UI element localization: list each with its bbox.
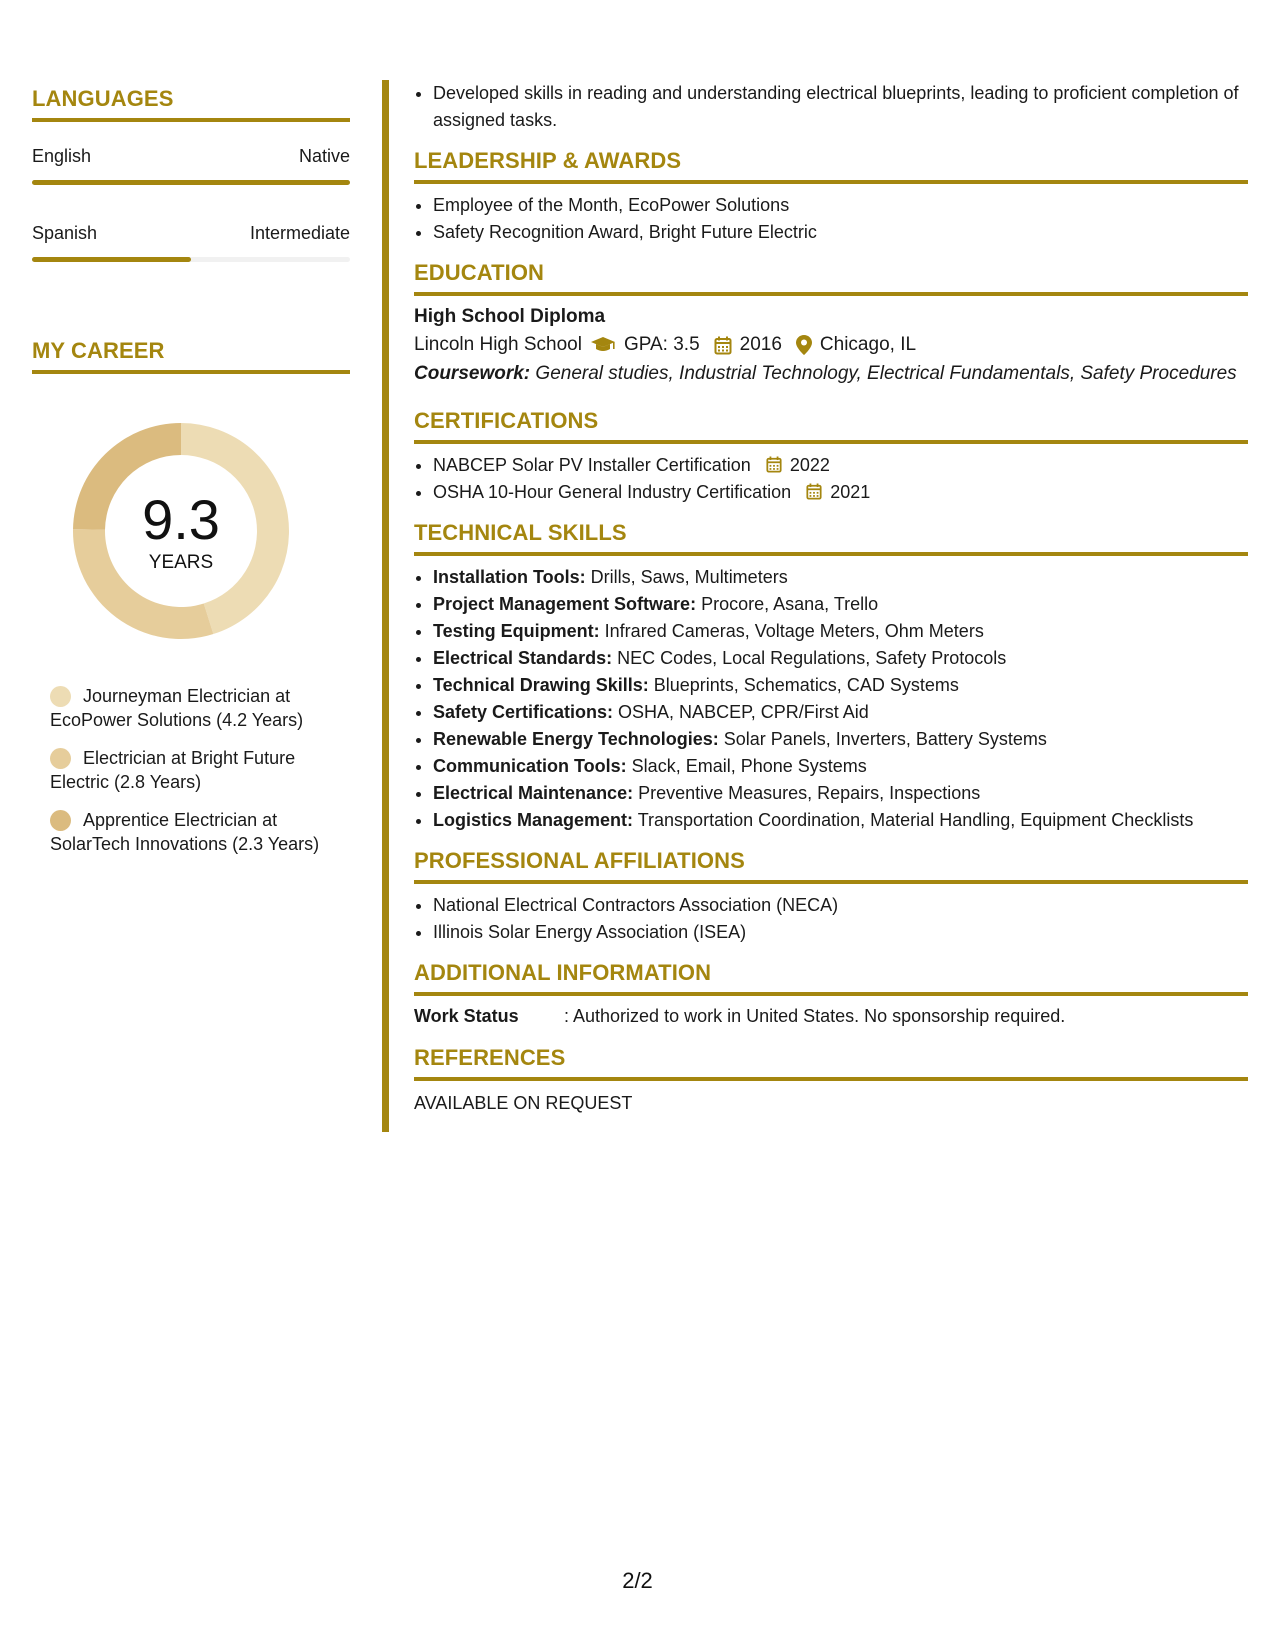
skill-value: Blueprints, Schematics, CAD Systems	[648, 675, 959, 695]
calendar-icon	[806, 483, 822, 500]
language-bar	[32, 180, 350, 185]
work-status-value: : Authorized to work in United States. No sponsorship required.	[564, 1006, 1066, 1026]
experience-tail-list	[414, 80, 1248, 134]
career-legend-item	[50, 746, 320, 794]
skill-value: Infrared Cameras, Voltage Meters, Ohm Meters	[599, 621, 984, 641]
language-bar	[32, 257, 350, 262]
legend-dot-icon	[50, 748, 71, 769]
affiliation-item: • National Electrical Contractors Association (NECA)	[433, 892, 1248, 919]
right-column	[414, 80, 1248, 1114]
work-status-row	[414, 1006, 1248, 1027]
legend-dot-icon	[50, 686, 71, 707]
school-location: Chicago, IL	[819, 334, 917, 355]
school-name: Lincoln High School	[414, 334, 582, 355]
references-text: AVAILABLE ON REQUEST	[414, 1093, 633, 1113]
skill-label: Electrical Maintenance:	[433, 783, 634, 803]
skill-label: Electrical Standards:	[433, 648, 613, 668]
award-item: • Safety Recognition Award, Bright Future Electric	[433, 219, 1248, 246]
skill-value: NEC Codes, Local Regulations, Safety Protocols	[612, 648, 1007, 668]
graduation-year: 2016	[739, 334, 782, 355]
degree-title: High School Diploma	[414, 306, 606, 327]
skill-label: Renewable Energy Technologies:	[433, 729, 719, 749]
certification-year: 2022	[789, 455, 830, 475]
calendar-icon	[766, 456, 782, 473]
references-section	[414, 1045, 1248, 1114]
left-column	[32, 86, 350, 870]
coursework	[414, 362, 1248, 386]
experience-bullet: • Developed skills in reading and understanding electrical blueprints, leading to proficient completion of assigned tasks.	[433, 80, 1248, 134]
language-level: Native	[298, 146, 350, 166]
skill-label: Safety Certifications:	[433, 702, 614, 722]
certification-name: NABCEP Solar PV Installer Certification	[433, 455, 751, 475]
career-legend	[50, 684, 350, 856]
language-entry	[32, 146, 350, 185]
skill-label: Installation Tools:	[433, 567, 586, 587]
career-legend-text: Journeyman Electrician at EcoPower Solutions (4.2 Years)	[50, 686, 304, 730]
skill-value: Drills, Saws, Multimeters	[585, 567, 788, 587]
coursework-text: General studies, Industrial Technology, Electrical Fundamentals, Safety Procedures	[530, 363, 1237, 384]
gpa: GPA: 3.5	[623, 334, 700, 355]
certification-name: OSHA 10-Hour General Industry Certification	[433, 482, 792, 502]
skill-item	[433, 753, 1248, 780]
skill-item	[433, 564, 1248, 591]
certifications-section	[414, 408, 1248, 506]
skill-item	[433, 807, 1248, 834]
career-donut-chart	[66, 416, 296, 646]
location-pin-icon	[796, 335, 812, 355]
skill-value: Transportation Coordination, Material Handling, Equipment Checklists	[633, 810, 1194, 830]
language-bar-fill	[32, 180, 350, 185]
career-total-unit: YEARS	[148, 552, 214, 573]
skills-section	[414, 520, 1248, 834]
certification-item	[433, 452, 1248, 479]
affiliations-heading: PROFESSIONAL AFFILIATIONS	[414, 848, 1248, 884]
skill-label: Communication Tools:	[433, 756, 627, 776]
skill-item	[433, 726, 1248, 753]
language-name: Spanish	[32, 223, 98, 243]
additional-info-section	[414, 960, 1248, 1027]
career-legend-item	[50, 684, 320, 732]
skill-item	[433, 672, 1248, 699]
certification-item	[433, 479, 1248, 506]
work-status-label: Work Status	[414, 1006, 519, 1026]
affiliations-section	[414, 848, 1248, 946]
page-number: 2/2	[622, 1568, 653, 1593]
education-section	[414, 260, 1248, 386]
skill-value: Preventive Measures, Repairs, Inspections	[633, 783, 981, 803]
languages-heading: LANGUAGES	[32, 86, 350, 122]
skill-item	[433, 618, 1248, 645]
award-item: • Employee of the Month, EcoPower Solutions	[433, 192, 1248, 219]
skill-label: Project Management Software:	[433, 594, 697, 614]
education-heading: EDUCATION	[414, 260, 1248, 296]
affiliation-item: • Illinois Solar Energy Association (ISEA)	[433, 919, 1248, 946]
awards-heading: LEADERSHIP & AWARDS	[414, 148, 1248, 184]
language-entry	[32, 223, 350, 262]
skill-item	[433, 780, 1248, 807]
legend-dot-icon	[50, 810, 71, 831]
career-heading: MY CAREER	[32, 338, 350, 374]
column-divider	[382, 80, 389, 1132]
skills-heading: TECHNICAL SKILLS	[414, 520, 1248, 556]
career-legend-text: Apprentice Electrician at SolarTech Innovations (2.3 Years)	[50, 810, 320, 854]
certification-year: 2021	[830, 482, 871, 502]
calendar-icon	[714, 336, 732, 355]
language-name: English	[32, 146, 92, 166]
skill-item	[433, 645, 1248, 672]
skill-label: Logistics Management:	[433, 810, 634, 830]
certifications-heading: CERTIFICATIONS	[414, 408, 1248, 444]
skill-value: OSHA, NABCEP, CPR/First Aid	[613, 702, 869, 722]
coursework-label: Coursework:	[414, 363, 531, 384]
career-total-years: 9.3	[142, 488, 220, 551]
career-legend-text: Electrician at Bright Future Electric (2.8 Years)	[50, 748, 296, 792]
skill-item	[433, 591, 1248, 618]
skill-label: Technical Drawing Skills:	[433, 675, 649, 695]
references-heading: REFERENCES	[414, 1045, 1248, 1081]
additional-info-heading: ADDITIONAL INFORMATION	[414, 960, 1248, 996]
education-meta	[414, 334, 1248, 356]
language-level: Intermediate	[249, 223, 350, 243]
skill-label: Testing Equipment:	[433, 621, 600, 641]
skill-value: Slack, Email, Phone Systems	[626, 756, 867, 776]
language-bar-fill	[32, 257, 191, 262]
career-legend-item	[50, 808, 320, 856]
skill-value: Solar Panels, Inverters, Battery Systems	[718, 729, 1047, 749]
graduation-cap-icon	[590, 336, 616, 354]
awards-section	[414, 148, 1248, 246]
skill-value: Procore, Asana, Trello	[696, 594, 879, 614]
skill-item	[433, 699, 1248, 726]
